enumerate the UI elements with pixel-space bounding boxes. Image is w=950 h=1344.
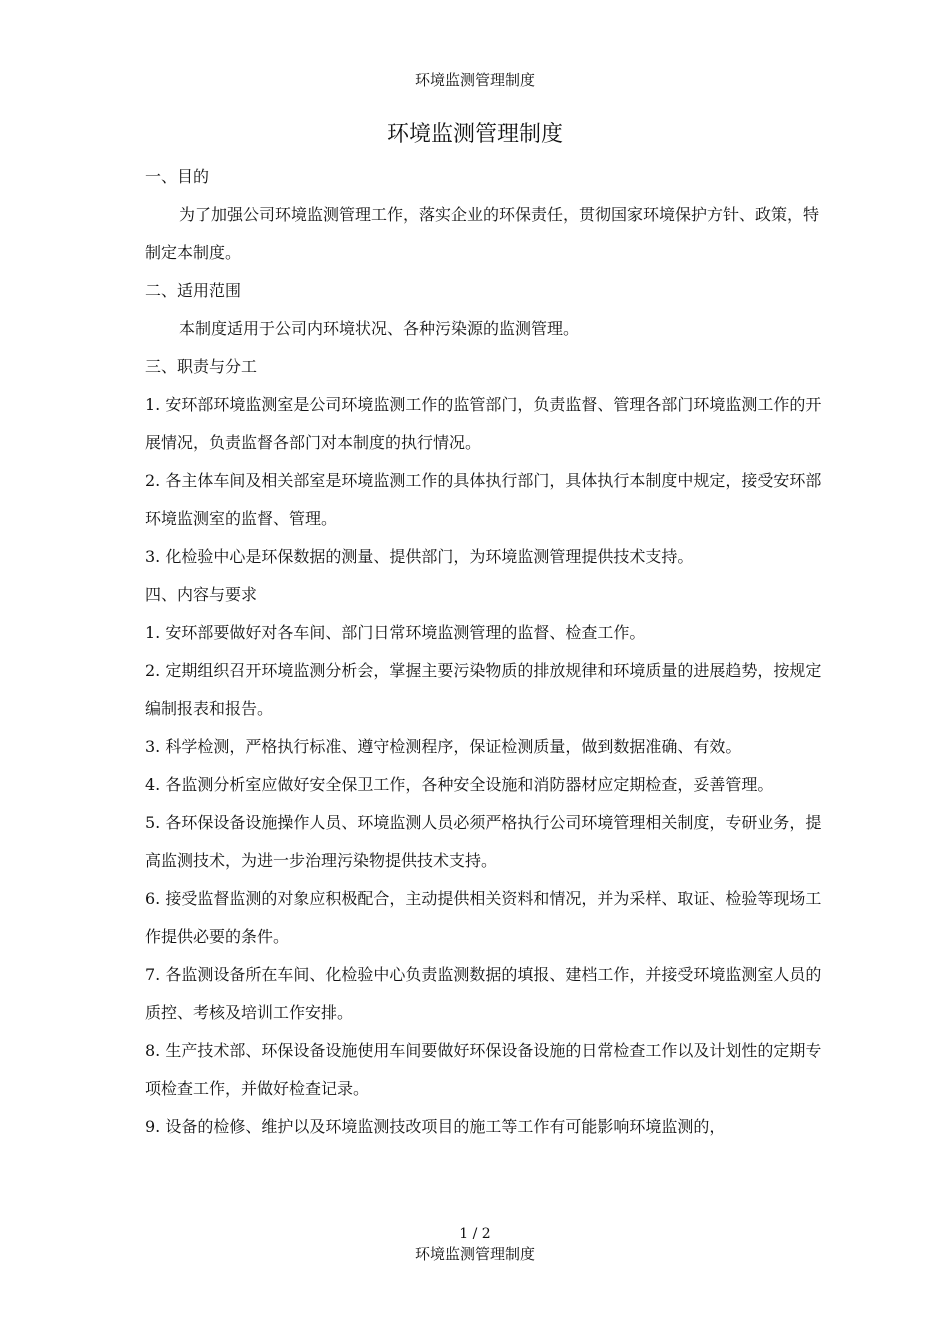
list-item-responsibility-1: 1. 安环部环境监测室是公司环境监测工作的监管部门，负责监督、管理各部门环境监测工作的开展情况，负责监督各部门对本制度的执行情况。: [145, 395, 822, 452]
document-body: [145, 158, 825, 1146]
document-title: 环境监测管理制度: [386, 122, 563, 147]
list-item-requirement-3: 3. 科学检测，严格执行标准、遵守检测程序，保证检测质量，做到数据准确、有效。: [145, 737, 742, 756]
paragraph-scope: 本制度适用于公司内环境状况、各种污染源的监测管理。: [179, 319, 580, 338]
list-item-responsibility-3: 3. 化检验中心是环保数据的测量、提供部门，为环境监测管理提供技术支持。: [145, 547, 694, 566]
list-item-requirement-1: 1. 安环部要做好对各车间、部门日常环境监测管理的监督、检查工作。: [145, 623, 646, 642]
list-item-requirement-8: 8. 生产技术部、环保设备设施使用车间要做好环保设备设施的日常检查工作以及计划性的定期专项检查工作，并做好检查记录。: [145, 1041, 822, 1098]
page-header: 环境监测管理制度: [414, 71, 535, 89]
section-heading-purpose: 一、目的: [145, 167, 210, 186]
page-number: 1 / 2: [459, 1226, 491, 1242]
list-item-requirement-7: 7. 各监测设备所在车间、化检验中心负责监测数据的填报、建档工作，并接受环境监测室人员的质控、考核及培训工作安排。: [145, 965, 822, 1022]
list-item-responsibility-2: 2. 各主体车间及相关部室是环境监测工作的具体执行部门，具体执行本制度中规定，接受安环部环境监测室的监督、管理。: [145, 471, 822, 528]
section-heading-scope: 二、适用范围: [145, 281, 242, 300]
list-item-requirement-9: 9. 设备的检修、维护以及环境监测技改项目的施工等工作有可能影响环境监测的，: [145, 1117, 726, 1136]
list-item-requirement-6: 6. 接受监督监测的对象应积极配合，主动提供相关资料和情况，并为采样、取证、检验等现场工作提供必要的条件。: [145, 889, 822, 946]
page-footer: 环境监测管理制度: [414, 1245, 535, 1263]
section-heading-requirements: 四、内容与要求: [145, 585, 258, 604]
list-item-requirement-4: 4. 各监测分析室应做好安全保卫工作，各种安全设施和消防器材应定期检查，妥善管理。: [145, 775, 774, 794]
list-item-requirement-5: 5. 各环保设备设施操作人员、环境监测人员必须严格执行公司环境管理相关制度，专研业务，提高监测技术，为进一步治理污染物提供技术支持。: [145, 813, 822, 870]
list-item-requirement-2: 2. 定期组织召开环境监测分析会，掌握主要污染物质的排放规律和环境质量的进展趋势，按规定编制报表和报告。: [145, 661, 822, 718]
section-heading-responsibilities: 三、职责与分工: [145, 357, 258, 376]
paragraph-purpose: 为了加强公司环境监测管理工作，落实企业的环保责任，贯彻国家环境保护方针、政策，特制定本制度。: [145, 205, 820, 262]
